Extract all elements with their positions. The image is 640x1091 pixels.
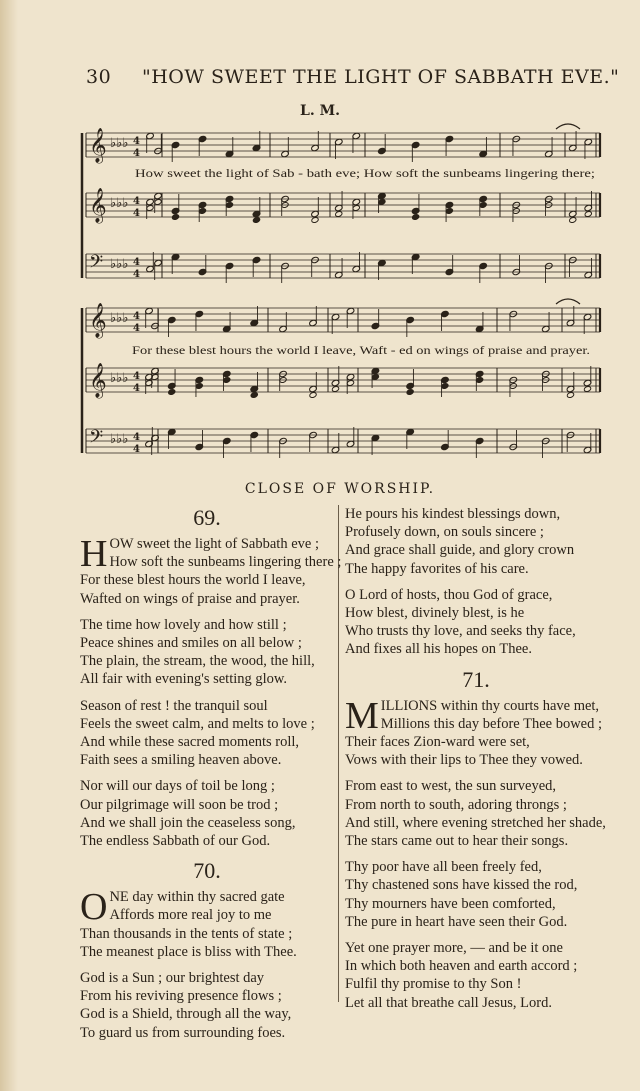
- time-signature: 4: [133, 257, 140, 268]
- column-divider: [338, 505, 339, 1002]
- key-signature: ♭♭♭: [110, 371, 129, 386]
- chord-note-head: [223, 377, 231, 384]
- verse-line: Let all that breathe call Jesus, Lord.: [345, 994, 552, 1011]
- stanza: [80, 888, 334, 961]
- stanza: [80, 969, 334, 1042]
- stanza: [345, 505, 607, 578]
- chord-note-head: [250, 392, 258, 399]
- chord-note-head: [476, 377, 484, 384]
- chord-note-head: [569, 217, 577, 224]
- verse-line: Thy chastened sons have kissed the rod,: [345, 877, 578, 894]
- chord-note-head: [566, 392, 574, 399]
- chord-note-head: [311, 217, 319, 224]
- hymn-71: [345, 667, 607, 1012]
- verse-line: In which both heaven and earth accord ;: [345, 958, 578, 975]
- verse-line: Millions this day before Thee bowed ;: [380, 715, 603, 732]
- verse-line: From east to west, the sun surveyed,: [345, 778, 557, 795]
- verse-line: How blest, divinely blest, is he: [345, 605, 525, 622]
- verse-line: God is a Sun ; our brightest day: [80, 970, 265, 987]
- chord-note-head: [225, 202, 233, 209]
- chord-note-head: [195, 383, 203, 390]
- verse-line: Feels the sweet calm, and melts to love ;: [80, 715, 315, 732]
- right-column: [345, 505, 607, 1020]
- time-signature: 4: [133, 269, 140, 280]
- chord-note-head: [252, 217, 260, 224]
- chord-note-head: [406, 389, 414, 396]
- key-signature: ♭♭♭: [110, 432, 129, 447]
- bass-clef: 𝄢: [89, 427, 104, 452]
- chord-note-head: [146, 205, 154, 212]
- time-signature: 4: [133, 136, 140, 147]
- stanza: [345, 777, 607, 850]
- drop-cap: M: [345, 694, 379, 737]
- verse-line: Yet one prayer more, — and be it one: [345, 940, 563, 957]
- chord-note-head: [198, 208, 206, 215]
- verse-line: The meanest place is bliss with Thee.: [80, 943, 297, 960]
- verse-line: Faith sees a smiling heaven above.: [80, 752, 282, 769]
- chord-note-head: [352, 205, 360, 212]
- chord-note-head: [168, 389, 176, 396]
- stanza: [80, 533, 342, 608]
- time-signature: 4: [133, 148, 140, 159]
- verse-line: Than thousands in the tents of state ;: [80, 925, 293, 942]
- hymn-70-continued: [345, 505, 607, 659]
- verse-line: Profusely down, on souls sincere ;: [345, 524, 544, 541]
- chord-note-head: [441, 383, 449, 390]
- treble-clef: 𝄞: [89, 128, 107, 163]
- verse-line: And grace shall guide, and glory crown: [345, 542, 575, 559]
- chord-note-head: [412, 214, 420, 221]
- chord-note-head: [583, 386, 591, 393]
- stanza: [80, 616, 334, 689]
- verse-line: Peace shines and smiles on all below ;: [80, 635, 302, 652]
- lyrics-line-2: For these blest hours the world I leave, Waft - ed on wings of praise and prayer.: [132, 345, 591, 357]
- chord-note-head: [346, 380, 354, 387]
- verse-line: Wafted on wings of praise and prayer.: [80, 590, 300, 607]
- key-signature: ♭♭♭: [110, 196, 129, 211]
- key-signature: ♭♭♭: [110, 311, 129, 326]
- verse-line: Who trusts thy love, and seeks thy face,: [345, 623, 576, 640]
- verse-line: The happy favorites of his care.: [345, 560, 529, 577]
- verse-line: Affords more real joy to me: [109, 907, 272, 924]
- verse-line: All fair with evening's setting glow.: [80, 671, 288, 688]
- verse-line: The stars came out to hear their songs.: [345, 833, 569, 850]
- stanza: [345, 586, 607, 659]
- verse-line: Nor will our days of toil be long ;: [80, 778, 275, 795]
- hymn-70: [80, 858, 334, 1042]
- chord-note-head: [371, 374, 379, 381]
- verse-line: From north to south, adoring throngs ;: [345, 796, 567, 813]
- verse-line: For these blest hours the world I leave,: [80, 572, 306, 589]
- verse-line: Season of rest ! the tranquil soul: [80, 697, 268, 714]
- verse-line: Fulfil thy promise to thy Son !: [345, 976, 522, 993]
- chord-note-head: [309, 392, 317, 399]
- key-signature: ♭♭♭: [110, 136, 129, 151]
- verse-line: NE day within thy sacred gate: [109, 889, 285, 906]
- time-signature: 4: [133, 311, 140, 322]
- verse-line: Thy poor have all been freely fed,: [345, 859, 542, 876]
- chord-note-head: [335, 211, 343, 218]
- hymn-number: 70.: [193, 858, 221, 884]
- stanza: [80, 777, 334, 850]
- meter-label: L. M.: [300, 103, 340, 119]
- drop-cap: H: [80, 533, 108, 575]
- time-signature: 4: [133, 208, 140, 219]
- verse-line: And fixes all his hopes on Thee.: [345, 641, 532, 658]
- verse-line: The time how lovely and how still ;: [80, 616, 287, 633]
- time-signature: 4: [133, 323, 140, 334]
- time-signature: 4: [133, 196, 140, 207]
- chord-note-head: [445, 208, 453, 215]
- chord-note-head: [584, 211, 592, 218]
- time-signature: 4: [133, 383, 140, 394]
- treble-clef: 𝄞: [89, 303, 107, 338]
- treble-clef: 𝄞: [89, 363, 107, 398]
- stanza: [345, 694, 607, 770]
- stanza: [345, 939, 607, 1012]
- verse-line: He pours his kindest blessings down,: [345, 506, 561, 522]
- verse-line: Thy mourners have been comforted,: [345, 895, 556, 912]
- verse-line: And still, where evening stretched her shade,: [345, 814, 606, 831]
- verse-line: The pure in heart have seen their God.: [345, 913, 568, 930]
- stanza: [80, 697, 334, 770]
- section-title: CLOSE OF WORSHIP.: [244, 481, 436, 497]
- chord-note-head: [154, 199, 162, 206]
- verse-line: And while these sacred moments roll,: [80, 734, 300, 751]
- verse-line: God is a Shield, through all the way,: [80, 1006, 292, 1023]
- lyrics-line-1: How sweet the light of Sab - bath eve; How soft the sunbeams lingering there;: [135, 168, 595, 180]
- verse-line: Their faces Zion-ward were set,: [345, 734, 530, 751]
- hymn-69: [80, 505, 342, 850]
- verse-line: And we shall join the ceaseless song,: [80, 814, 296, 831]
- chord-note-head: [479, 202, 487, 209]
- key-signature: ♭♭♭: [110, 257, 129, 272]
- chord-note-head: [171, 214, 179, 221]
- time-signature: 4: [133, 371, 140, 382]
- verse-line: To guard us from surrounding foes.: [80, 1024, 286, 1041]
- hymn-tune-title: "HOW SWEET THE LIGHT OF SABBATH EVE.": [142, 66, 620, 88]
- verse-line: The endless Sabbath of our God.: [80, 833, 271, 850]
- page-number: 30: [86, 66, 112, 88]
- verse-line: Our pilgrimage will soon be trod ;: [80, 796, 279, 813]
- hymn-number: 71.: [462, 666, 490, 692]
- left-column: [80, 505, 342, 1050]
- chord-note-head: [378, 199, 386, 206]
- sheet-music: [0, 0, 640, 470]
- time-signature: 4: [133, 444, 140, 455]
- drop-cap: O: [80, 886, 108, 929]
- stanza: [345, 858, 607, 931]
- verse-line: How soft the sunbeams lingering there ;: [109, 554, 342, 571]
- bass-clef: 𝄢: [89, 252, 104, 277]
- verse-line: The plain, the stream, the wood, the hill,: [80, 653, 315, 670]
- verse-line: ILLIONS within thy courts have met,: [380, 697, 600, 714]
- chord-note-head: [331, 386, 339, 393]
- verse-line: OW sweet the light of Sabbath eve ;: [109, 536, 319, 552]
- verse-line: O Lord of hosts, thou God of grace,: [345, 586, 553, 603]
- fermata: [556, 299, 580, 304]
- fermata: [556, 124, 580, 129]
- verse-line: Vows with their lips to Thee they vowed.: [345, 752, 583, 769]
- hymn-number: 69.: [193, 505, 221, 530]
- time-signature: 4: [133, 432, 140, 443]
- treble-clef: 𝄞: [89, 188, 107, 223]
- verse-line: From his reviving presence flows ;: [80, 988, 282, 1005]
